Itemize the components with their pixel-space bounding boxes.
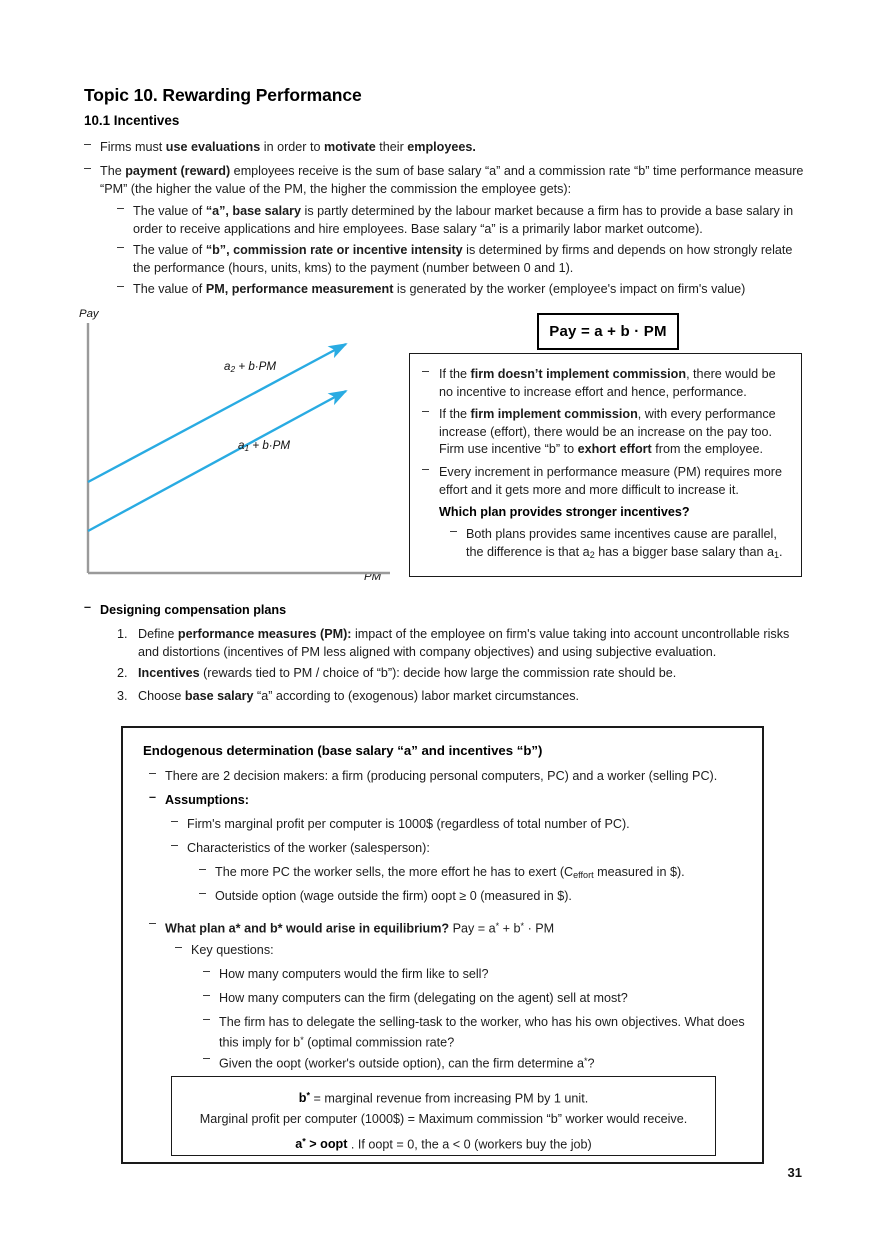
endogenous-determination-box [121,726,764,1164]
bullet-text: The value of PM, performance measurement is generated by the worker (employee's impact on firm's value) [133,282,746,296]
bullet-increment-pm [422,464,784,499]
numbered-item-3 [117,688,810,706]
bullet-marginal-profit [171,816,749,834]
bullet-text: If the firm doesn’t implement commission, there would be no incentive to increase effort and hence, performance. [439,367,776,399]
bullet-worker-characteristics [171,840,749,858]
heading-text: Designing compensation plans [100,603,287,617]
list-index: 1. [117,627,128,641]
dash-marker: – [203,1051,211,1065]
dash-marker: – [117,279,125,293]
numbered-item-2 [117,665,810,683]
dash-marker: – [450,524,458,538]
dash-marker: – [117,201,125,215]
section-heading: 10.1 Incentives [84,113,180,128]
bullet-use-evaluations [84,139,810,157]
chart-x-axis-label: PM [364,571,382,583]
bullet-no-commission [422,366,784,401]
conclusion-b-star: b* = marginal revenue from increasing PM by 1 unit. [298,1091,589,1106]
bullet-assumptions-label [149,792,749,810]
conclusion-a-star: a* > oopt . If oopt = 0, the a < 0 (workers buy the job) [295,1137,592,1152]
bullet-text: Characteristics of the worker (salesperson): [187,841,430,855]
bullet-equilibrium-plan [149,918,749,938]
bullet-text: If the firm implement commission, with every performance increase (effort), there would be an increase on the pay too. Firm use incentive “b” to exhort effort from the employee. [439,407,776,457]
conclusion-marginal-profit: Marginal profit per computer (1000$) = Maximum commission “b” worker would receive. [199,1112,688,1126]
conclusion-box [171,1076,716,1156]
dash-marker: – [422,364,430,378]
list-index: 3. [117,689,128,703]
bullet-text: The payment (reward) employees receive is the sum of base salary “a” and a commission rate “b” time performance measure “PM” (the higher the value of the PM, the higher the commission the employee gets): [100,164,804,196]
bullet-text: Key questions: [191,943,274,957]
endogenous-heading: Endogenous determination (base salary “a” and incentives “b”) [143,743,543,758]
incentive-question: Which plan provides stronger incentives? [439,505,690,519]
dash-marker: – [203,964,211,978]
bullet-value-of-b [117,242,807,277]
bullet-value-of-pm [117,281,807,299]
bullet-text: How many computers would the firm like to sell? [219,967,489,981]
bullet-text: Both plans provides same incentives cause are parallel, the difference is that $a_2$ has a bigger base salary than $a_1$. [466,527,783,560]
chart-series-label-a1: $a_1 + b\cdot PM$ [238,439,291,453]
dash-marker: – [203,1012,211,1026]
dash-marker: – [175,940,183,954]
page-title: Topic 10. Rewarding Performance [84,85,362,105]
bullet-key-questions-label [175,942,749,960]
numbered-item-text: Choose base salary “a” according to (exogenous) labor market circumstances. [138,689,580,703]
incentive-explanation-box [409,353,802,577]
dash-marker: – [149,790,157,804]
bullet-text: The value of “a”, base salary is partly determined by the labour market because a firm has to provide a base salary in order to receive applications and hire employees. Base salary “a” is a primarily labor market outcome). [133,204,794,236]
bullet-question-how-many-sell [203,966,749,984]
dash-marker: – [199,862,207,876]
dash-marker: – [422,404,430,418]
chart-series-label-a2: $a_2 + b\cdot PM$ [224,360,277,374]
bullet-payment-reward [84,163,810,198]
bullet-text: How many computers can the firm (delegating on the agent) sell at most? [219,991,628,1005]
page-number: 31 [787,1165,802,1180]
pay-formula-box: Pay = a + b · PM [537,313,679,350]
bullet-text: Every increment in performance measure (PM) requires more effort and it gets more and more difficult to increase it. [439,465,782,497]
bullet-text: The value of “b”, commission rate or incentive intensity is determined by firms and depends on how strongly relate the performance (hours, units, kms) to the payment (number between 0 and 1). [133,243,793,275]
bullet-text: Firms must use evaluations in order to motivate their employees. [100,140,476,154]
bullet-text: What plan a* and b* would arise in equilibrium? Pay = a* + b* · PM [165,921,555,936]
chart-y-axis-label: Pay [79,308,99,320]
dash-marker: – [84,161,92,175]
pay-vs-pm-chart [78,305,398,590]
numbered-item-text: Incentives (rewards tied to PM / choice of “b”): decide how large the commission rate should be. [138,666,677,680]
bullet-outside-option [199,888,749,906]
dash-marker: – [149,766,157,780]
bullet-question-delegate-objectives [203,1014,749,1052]
numbered-item-text: Define performance measures (PM): impact of the employee on firm's value taking into account uncontrollable risks and distortions (incentives of PM less aligned with company objectives) and using subjective evaluation. [138,627,790,659]
bullet-effort-cost [199,864,749,885]
bullet-both-plans [450,526,785,564]
bullet-text: Given the oopt (worker's outside option), can the firm determine a*? [219,1056,595,1071]
dash-marker: – [84,137,92,151]
bullet-with-commission [422,406,784,459]
dash-marker: – [199,886,207,900]
bullet-text: Firm's marginal profit per computer is 1000$ (regardless of total number of PC). [187,817,630,831]
bullet-text: There are 2 decision makers: a firm (producing personal computers, PC) and a worker (selling PC). [165,769,718,783]
bullet-text: Outside option (wage outside the firm) oopt ≥ 0 (measured in $). [215,889,572,903]
list-index: 2. [117,666,128,680]
bullet-text: The more PC the worker sells, the more effort he has to exert ($C_{effort}$ measured in $). [215,865,685,880]
dash-marker: – [117,240,125,254]
bullet-value-of-a [117,203,807,238]
dash-marker: – [203,988,211,1002]
bullet-question-determine-a-star [203,1053,749,1073]
dash-marker: – [422,462,430,476]
dash-marker: – [84,600,92,614]
dash-marker: – [171,838,179,852]
dash-marker: – [171,814,179,828]
bullet-text: Assumptions: [165,793,249,807]
bullet-question-how-many-delegating [203,990,749,1008]
numbered-item-1 [117,626,810,661]
bullet-text: The firm has to delegate the selling-task to the worker, who has his own objectives. What does this imply for b* (optimal commission rate? [219,1015,745,1050]
heading-designing-compensation-plans [84,602,810,620]
dash-marker: – [149,916,157,930]
bullet-decision-makers [149,768,749,786]
